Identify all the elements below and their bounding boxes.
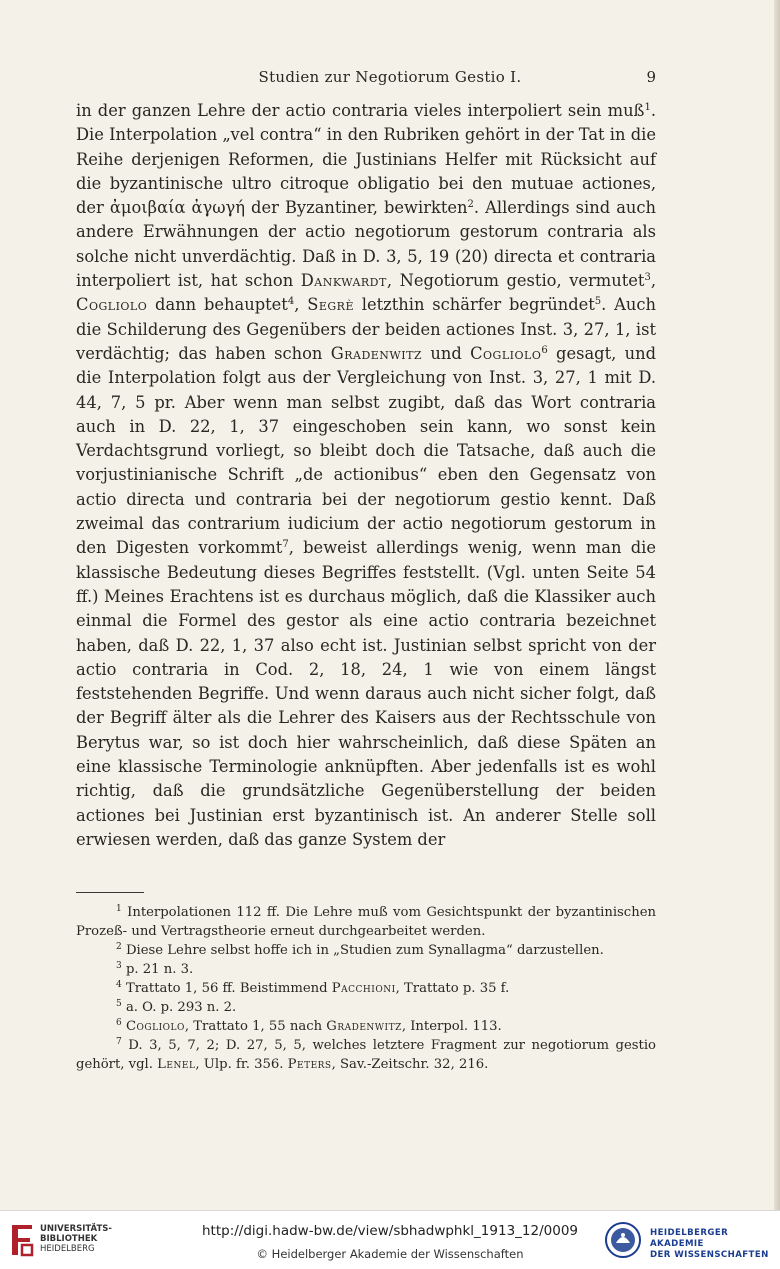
footnote-2: $^2$ Diese Lehre selbst hoffe ich in „Studien zum Synallagma“ darzustellen. [116, 942, 604, 958]
text-run: , [650, 271, 657, 291]
text-run: . Allerdings sind auch andere Erwähnungen der actio negotiorum gestorum contraria als solche nicht unverdächtig. Daß in D. 3, 5, 19 (20) directa et contraria interpoliert ist, hat schon [76, 198, 657, 291]
footnote-ref[interactable]: 7 [282, 539, 289, 551]
footnote-7: $^7$ D. 3, 5, 7, 2; D. 27, 5, 5, welches letztere Fragment zur negotiorum gestio gehört, vgl. Lenel, Ulp. fr. 356. Peters, Sav.-Zeitschr. 32, 216. [76, 1037, 656, 1072]
footnote-ref[interactable]: 5 [594, 296, 602, 308]
page-number: 9 [646, 68, 656, 86]
footnote-ref[interactable]: 1 [644, 102, 651, 113]
text-run: . Die Interpolation „vel contra“ in den Rubriken gehört in der Tat in die Reihe derjenigen Reformen, die Justinians Helfer mit Rücksicht auf die byzantinische ultro citroque obligatio bei den mutuae actiones, der ἀμοιβαία ἀγωγή der Byzantiner, bewirkten [76, 101, 656, 218]
text-run: gesagt, und die Interpolation folgt aus der Vergleichung von Inst. 3, 27, 1 mit D. 44, 7, 5 pr. Aber wenn man selbst zugibt, daß das Wort contraria auch in D. 22, 1, 37 eingeschoben sein kann, wo sonst kein Verdachtsgrund vorliegt, so bleibt doch die Tatsache, daß auch die vorjustinianische Schrift „de actionibus“ eben den Gegensatz von actio directa und contraria bei der negotiorum gestio kennt. Daß zweimal das contrarium iudicium der actio negotiorum gestorum in den Digesten vorkommt [76, 343, 656, 558]
author-name: Segrè [307, 295, 354, 315]
author-name: Cogliolo [76, 295, 148, 315]
page-url-link[interactable]: http://digi.hadw-bw.de/view/sbhadwphkl_1913_12/0009 [202, 1223, 578, 1239]
author-name: Gradenwitz [330, 343, 423, 363]
text-run: . Auch die Schilderung des Gegenübers der beiden actiones Inst. 3, 27, 1, ist verdächtig; das haben schon [76, 295, 656, 363]
university-library-label[interactable]: UNIVERSITÄTS- BIBLIOTHEK HEIDELBERG [40, 1224, 112, 1254]
text-run: , beweist allerdings wenig, wenn man die klassische Bedeutung dieses Begriffes feststellt. (Vgl. unten Seite 54 ff.) Meines Erachtens ist es durchaus möglich, daß die Klassiker auch einmal die Formel des gestor als eine actio contraria bezeichnet haben, daß D. 22, 1, 37 also echt ist. Justinian selbst spricht von der actio contraria in Cod. 2, 18, 24, 1 wie von einem längst feststehenden Begriffe. Und wenn daraus auch nicht sicher folgt, daß der Begriff älter als die Lehrer des Kaisers aus der Rechtsschule von Berytus war, so ist doch hier wahrscheinlich, daß diese Späten an eine klassische Terminologie anknüpften. Aber jedenfalls ist es wohl richtig, daß die grundsätzliche Gegenüberstellung der beiden actiones bei Justinian erst byzantinisch ist. An anderer Stelle soll erwiesen werden, daß das ganze System der [76, 538, 656, 849]
academy-seal-icon[interactable] [604, 1221, 642, 1259]
main-text [76, 99, 656, 852]
author-name: Dankwardt [300, 271, 387, 291]
copyright-notice: © Heidelberger Akademie der Wissenschaften [256, 1247, 524, 1261]
footnote-ref[interactable]: 4 [287, 296, 295, 308]
footnote-4: $^4$ Trattato 1, 56 ff. Beistimmend Pacchioni, Trattato p. 35 f. [116, 980, 510, 996]
page-edge-shadow [774, 0, 780, 1210]
footnote-5: $^5$ a. O. p. 293 n. 2. [116, 999, 237, 1015]
running-header [0, 68, 780, 90]
footnote-ref[interactable]: 2 [467, 199, 474, 211]
main-paragraph [76, 99, 656, 852]
text-run: und [422, 343, 471, 363]
footnote-1: $^1$ Interpolationen 112 ff. Die Lehre muß vom Gesichtspunkt der byzantinischen Prozeß- und Vertragstheorie erneut durchgearbeitet werden. [76, 904, 656, 939]
footnotes [76, 903, 656, 1074]
text-run: , [294, 295, 308, 315]
text-run: , Negotiorum gestio, vermutet [386, 271, 645, 291]
footnote-ref[interactable]: 6 [541, 344, 548, 356]
footnote-3: $^3$ p. 21 n. 3. [116, 961, 194, 977]
academy-label[interactable]: HEIDELBERGER AKADEMIE DER WISSENSCHAFTEN [650, 1228, 769, 1260]
running-title: Studien zur Negotiorum Gestio I. [258, 68, 522, 86]
footnote-ref[interactable]: 3 [644, 272, 651, 284]
viewer-footer [0, 1210, 780, 1269]
footnote-divider [76, 892, 144, 893]
text-run: dann behauptet [147, 295, 288, 315]
author-name: Cogliolo [470, 343, 542, 363]
text-run: in der ganzen Lehre der actio contraria vieles interpoliert sein muß [76, 101, 645, 120]
text-run: letzthin schärfer begründet [354, 295, 595, 315]
footnote-6: $^6$ Cogliolo, Trattato 1, 55 nach Gradenwitz, Interpol. 113. [116, 1018, 502, 1034]
